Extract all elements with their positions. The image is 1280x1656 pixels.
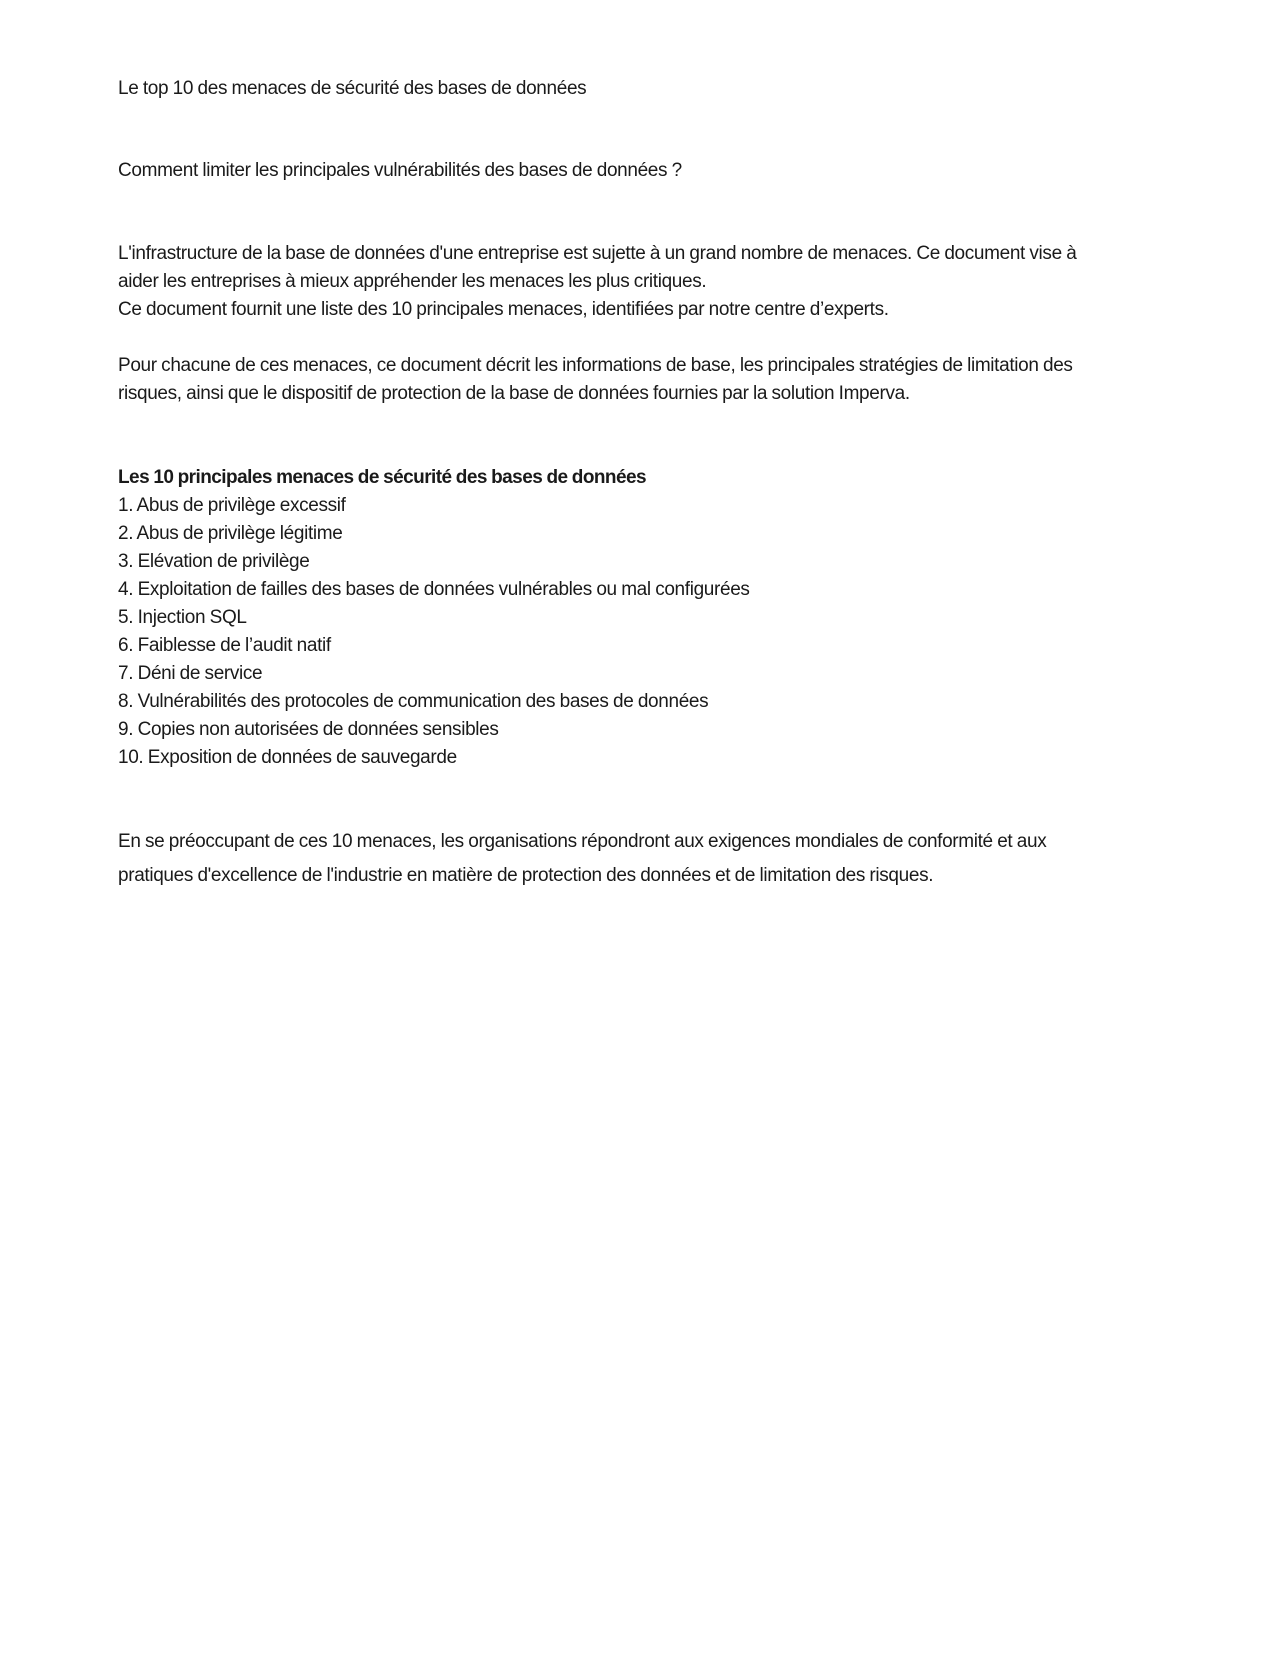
threat-list-item: 9. Copies non autorisées de données sensibles (118, 719, 499, 740)
document-title: Le top 10 des menaces de sécurité des bases de données (118, 78, 587, 99)
threat-list-item: 3. Elévation de privilège (118, 551, 310, 572)
document-subtitle: Comment limiter les principales vulnérabilités des bases de données ? (118, 160, 682, 181)
conclusion-line-1: En se préoccupant de ces 10 menaces, les organisations répondront aux exigences mondiales de conformité et aux (118, 831, 1047, 852)
threat-list-item: 8. Vulnérabilités des protocoles de communication des bases de données (118, 691, 709, 712)
threat-list-item: 5. Injection SQL (118, 607, 247, 628)
threat-list-item: 7. Déni de service (118, 663, 263, 684)
intro-line-3: Ce document fournit une liste des 10 principales menaces, identifiées par notre centre d’experts. (118, 299, 889, 320)
threat-list-item: 4. Exploitation de failles des bases de données vulnérables ou mal configurées (118, 579, 750, 600)
description-line-1: Pour chacune de ces menaces, ce document décrit les informations de base, les principales stratégies de limitation des (118, 355, 1073, 376)
threat-list-item: 2. Abus de privilège légitime (118, 523, 343, 544)
intro-line-1: L'infrastructure de la base de données d'une entreprise est sujette à un grand nombre de menaces. Ce document vise à (118, 243, 1077, 264)
threat-list-item: 6. Faiblesse de l’audit natif (118, 635, 331, 656)
threat-list-item: 1. Abus de privilège excessif (118, 495, 346, 516)
threat-list-heading: Les 10 principales menaces de sécurité des bases de données (118, 467, 647, 488)
conclusion-line-2: pratiques d'excellence de l'industrie en matière de protection des données et de limitation des risques. (118, 865, 934, 886)
description-line-2: risques, ainsi que le dispositif de protection de la base de données fournies par la solution Imperva. (118, 383, 910, 404)
threat-list-item: 10. Exposition de données de sauvegarde (118, 747, 457, 768)
intro-line-2: aider les entreprises à mieux appréhender les menaces les plus critiques. (118, 271, 707, 292)
